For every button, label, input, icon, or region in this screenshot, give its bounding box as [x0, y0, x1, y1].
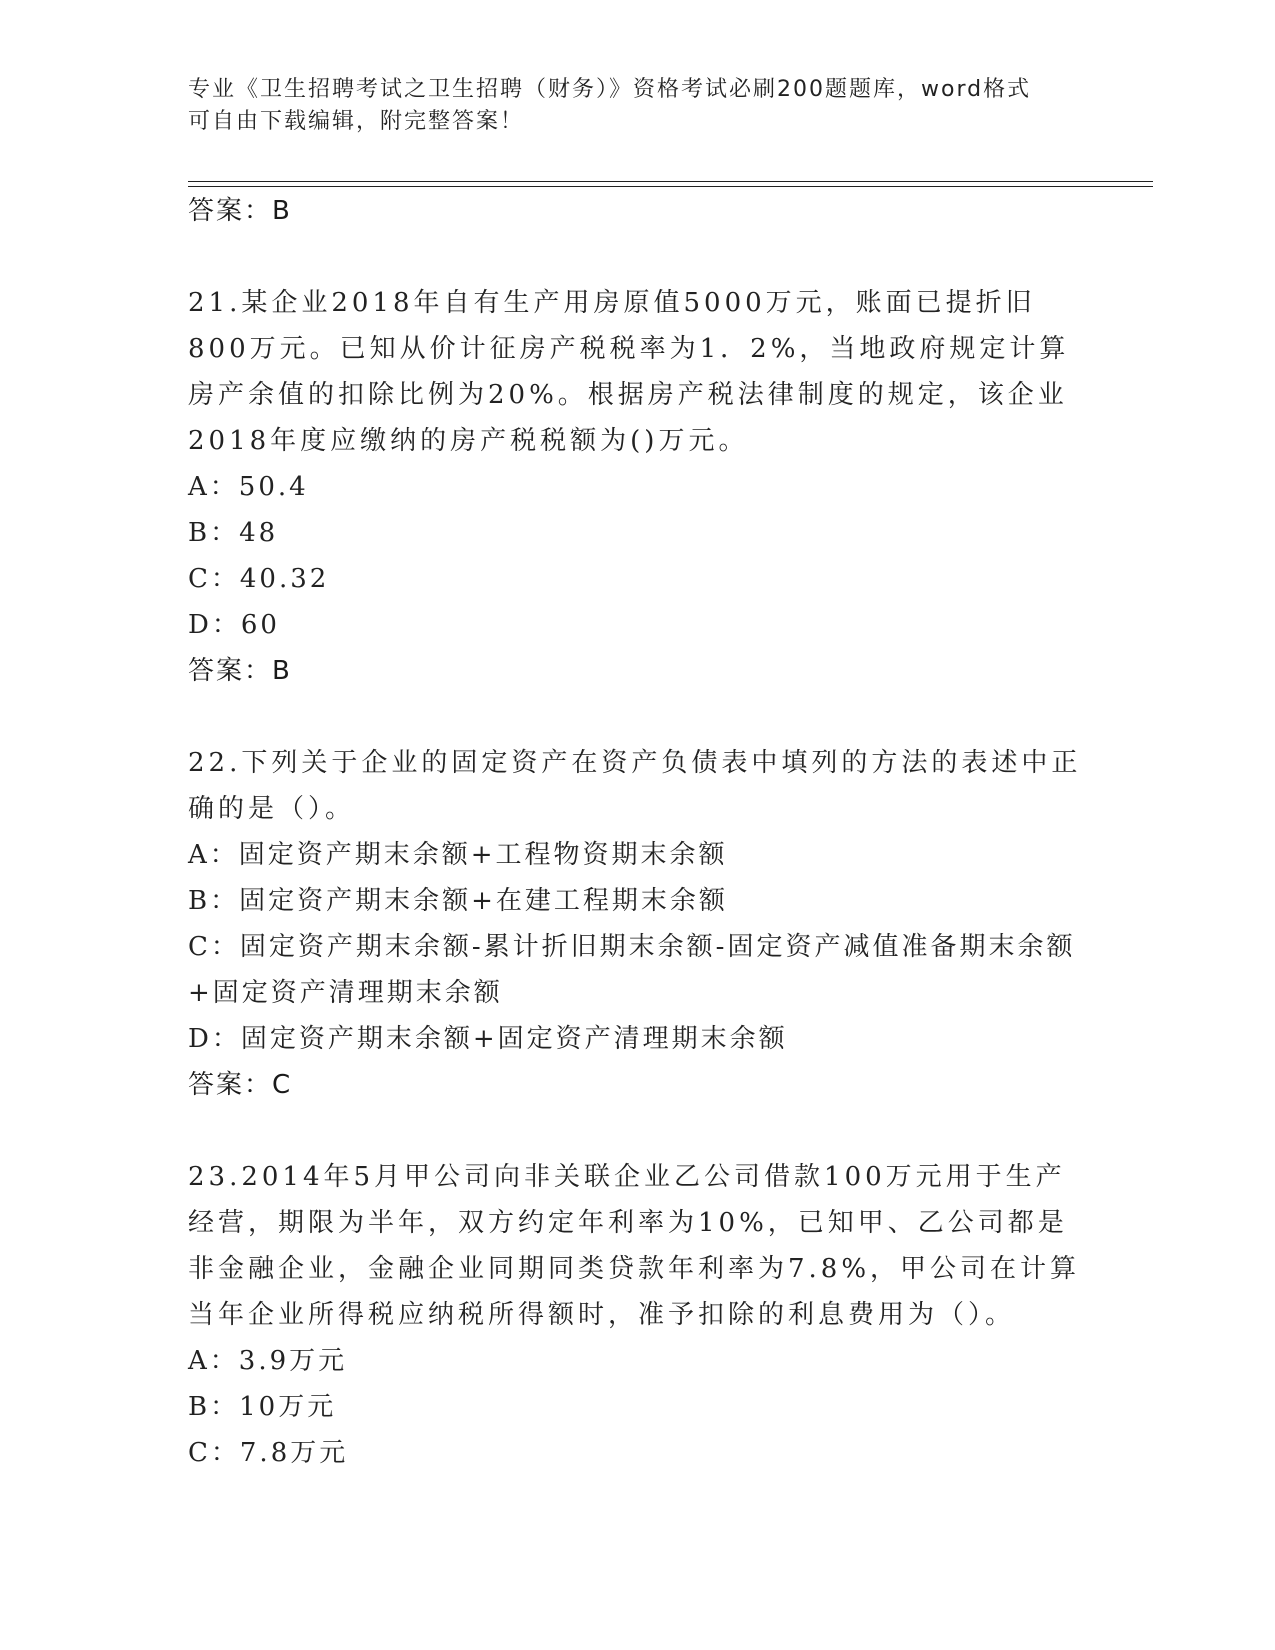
question-stem: 22.下列关于企业的固定资产在资产负债表中填列的方法的表述中正确的是（）。: [188, 748, 1082, 824]
question-stem: 21.某企业2018年自有生产用房原值5000万元，账面已提折旧800万元。已知从价计征房产税税率为1．2%，当地政府规定计算房产余值的扣除比例为20%。根据房产税法律制度的规定，该企业2018年度应缴纳的房产税税额为()万元。: [188, 288, 1070, 456]
option-b: B：48: [188, 518, 279, 548]
question-22: [188, 740, 1088, 1108]
question-23: [188, 1154, 1088, 1476]
option-a: A：50.4: [188, 472, 309, 502]
answer-line: 答案：B: [188, 656, 292, 686]
answer-line: 答案：B: [188, 196, 292, 226]
option-d: D：60: [188, 610, 280, 640]
option-d: D：固定资产期末余额+固定资产清理期末余额: [188, 1024, 788, 1054]
option-a: A：固定资产期末余额+工程物资期末余额: [188, 840, 728, 870]
question-stem: 23.2014年5月甲公司向非关联企业乙公司借款100万元用于生产经营，期限为半年，双方约定年利率为10%，已知甲、乙公司都是非金融企业，金融企业同期同类贷款年利率为7.8%，甲公司在计算当年企业所得税应纳税所得额时，准予扣除的利息费用为（）。: [188, 1162, 1081, 1330]
option-b: B：固定资产期末余额+在建工程期末余额: [188, 886, 728, 916]
question-list: [188, 188, 1088, 1476]
header-line-1: 专业《卫生招聘考试之卫生招聘（财务）》资格考试必刷200题题库，word格式: [188, 77, 1032, 102]
option-c: C：40.32: [188, 564, 330, 594]
option-a: A：3.9万元: [188, 1346, 348, 1376]
header-divider-top: [188, 181, 1153, 182]
document-header: [188, 74, 1088, 138]
answer-line: 答案：C: [188, 1070, 293, 1100]
header-line-2: 可自由下载编辑，附完整答案！: [188, 109, 525, 134]
option-c: C：固定资产期末余额-累计折旧期末余额-固定资产减值准备期末余额+固定资产清理期末余额: [188, 932, 1076, 1008]
header-divider-bottom: [188, 186, 1153, 187]
question-21: [188, 280, 1088, 694]
option-b: B：10万元: [188, 1392, 337, 1422]
option-c: C：7.8万元: [188, 1438, 349, 1468]
